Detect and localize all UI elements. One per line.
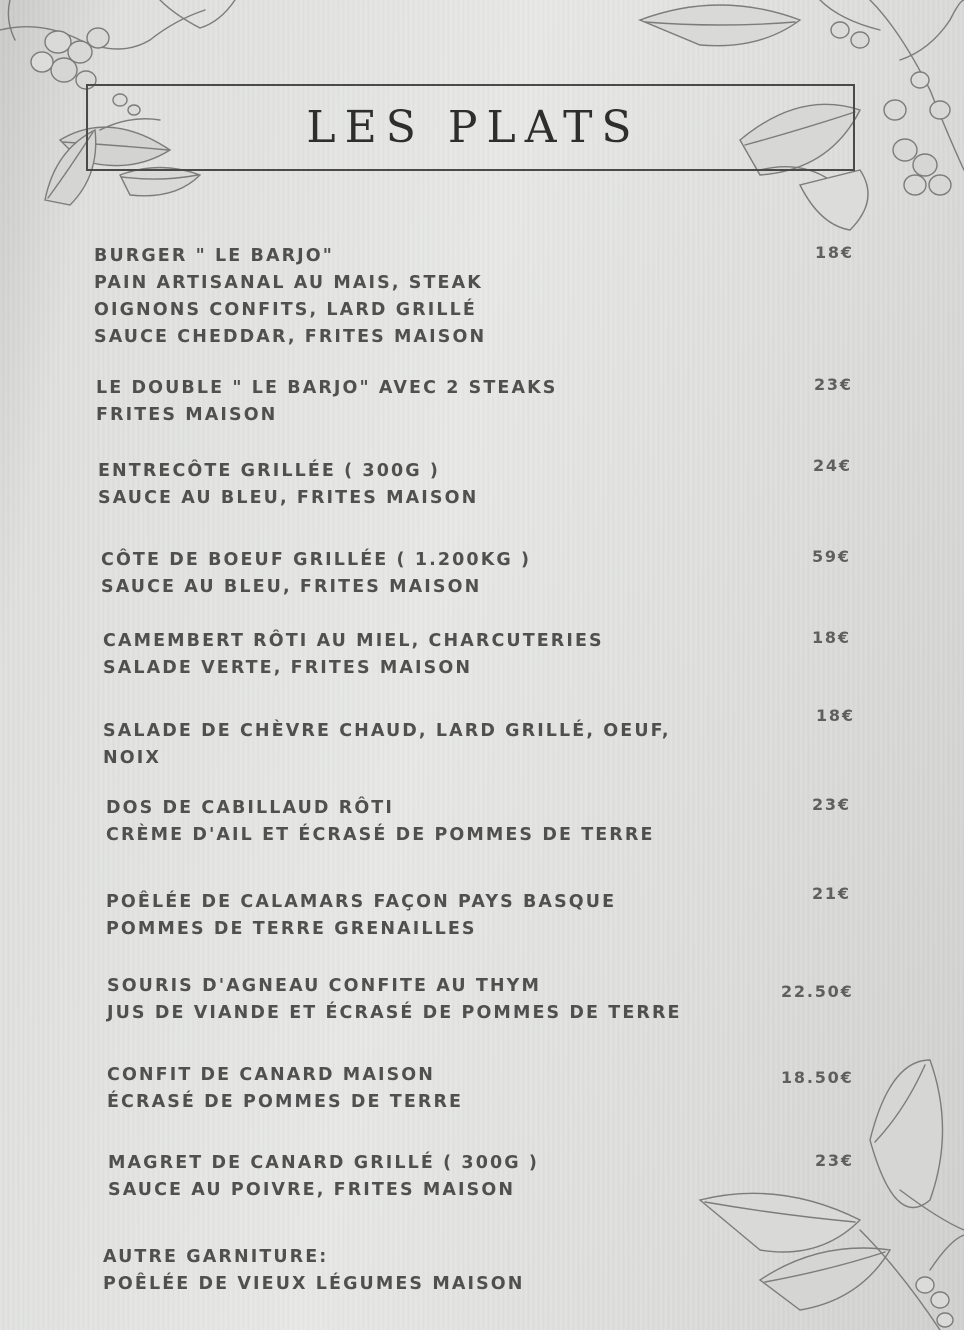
item-name: LE DOUBLE " LE BARJO" AVEC 2 STEAKS xyxy=(96,378,558,398)
item-name: SOURIS D'AGNEAU CONFITE AU THYM xyxy=(107,976,541,996)
item-price: 23€ xyxy=(814,375,853,394)
other-garnish xyxy=(103,1244,525,1298)
item-description: JUS DE VIANDE ET ÉCRASÉ DE POMMES DE TERRE xyxy=(107,1003,682,1023)
item-description: SAUCE AU BLEU, FRITES MAISON xyxy=(101,577,482,597)
item-price: 18€ xyxy=(815,243,854,262)
coffee-leaves-bottom-right-icon xyxy=(700,1060,964,1330)
item-name: BURGER " LE BARJO" xyxy=(94,246,334,266)
item-description: SAUCE CHEDDAR, FRITES MAISON xyxy=(94,327,487,347)
item-description: CRÈME D'AIL ET ÉCRASÉ DE POMMES DE TERRE xyxy=(106,825,655,845)
item-name: DOS DE CABILLAUD RÔTI xyxy=(106,798,394,818)
item-description: SAUCE AU POIVRE, FRITES MAISON xyxy=(108,1180,516,1200)
item-name: POÊLÉE DE CALAMARS FAÇON PAYS BASQUE xyxy=(106,892,617,912)
menu-item-salade-chevre xyxy=(103,718,671,772)
title-frame xyxy=(86,84,855,171)
item-price: 23€ xyxy=(815,1151,854,1170)
item-description: FRITES MAISON xyxy=(96,405,278,425)
item-description: ÉCRASÉ DE POMMES DE TERRE xyxy=(107,1092,464,1112)
garnish-label: AUTRE GARNITURE: xyxy=(103,1247,329,1267)
item-name: ENTRECÔTE GRILLÉE ( 300G ) xyxy=(98,461,440,481)
menu-item-calamars xyxy=(106,889,616,943)
item-price: 24€ xyxy=(813,456,852,475)
menu-item-burger-le-barjo xyxy=(94,243,486,351)
item-name: CÔTE DE BOEUF GRILLÉE ( 1.200KG ) xyxy=(101,550,532,570)
item-price: 18€ xyxy=(816,706,855,725)
item-name: CAMEMBERT RÔTI AU MIEL, CHARCUTERIES xyxy=(103,631,604,651)
menu-title: LES PLATS xyxy=(306,102,641,153)
item-description: POMMES DE TERRE GRENAILLES xyxy=(106,919,477,939)
menu-item-confit-canard xyxy=(107,1062,463,1116)
item-description: PAIN ARTISANAL AU MAIS, STEAK xyxy=(94,273,483,293)
item-description: SAUCE AU BLEU, FRITES MAISON xyxy=(98,488,479,508)
item-price: 22.50€ xyxy=(781,982,854,1001)
menu-item-le-double xyxy=(96,375,557,429)
item-price: 21€ xyxy=(812,884,851,903)
menu-item-cabillaud xyxy=(106,795,655,849)
item-price: 59€ xyxy=(812,547,851,566)
item-description: OIGNONS CONFITS, LARD GRILLÉ xyxy=(94,300,477,320)
item-price: 23€ xyxy=(812,795,851,814)
item-price: 18€ xyxy=(812,628,851,647)
garnish-value: POÊLÉE DE VIEUX LÉGUMES MAISON xyxy=(103,1274,525,1294)
item-description: SALADE VERTE, FRITES MAISON xyxy=(103,658,473,678)
menu-item-magret-canard xyxy=(108,1150,539,1204)
menu-item-cote-de-boeuf xyxy=(101,547,531,601)
item-price: 18.50€ xyxy=(781,1068,854,1087)
menu-item-souris-agneau xyxy=(107,973,682,1027)
item-name: MAGRET DE CANARD GRILLÉ ( 300G ) xyxy=(108,1153,539,1173)
item-name: SALADE DE CHÈVRE CHAUD, LARD GRILLÉ, OEUF, xyxy=(103,721,671,741)
item-name: CONFIT DE CANARD MAISON xyxy=(107,1065,436,1085)
item-description: NOIX xyxy=(103,748,161,768)
menu-item-camembert xyxy=(103,628,604,682)
menu-item-entrecote xyxy=(98,458,478,512)
